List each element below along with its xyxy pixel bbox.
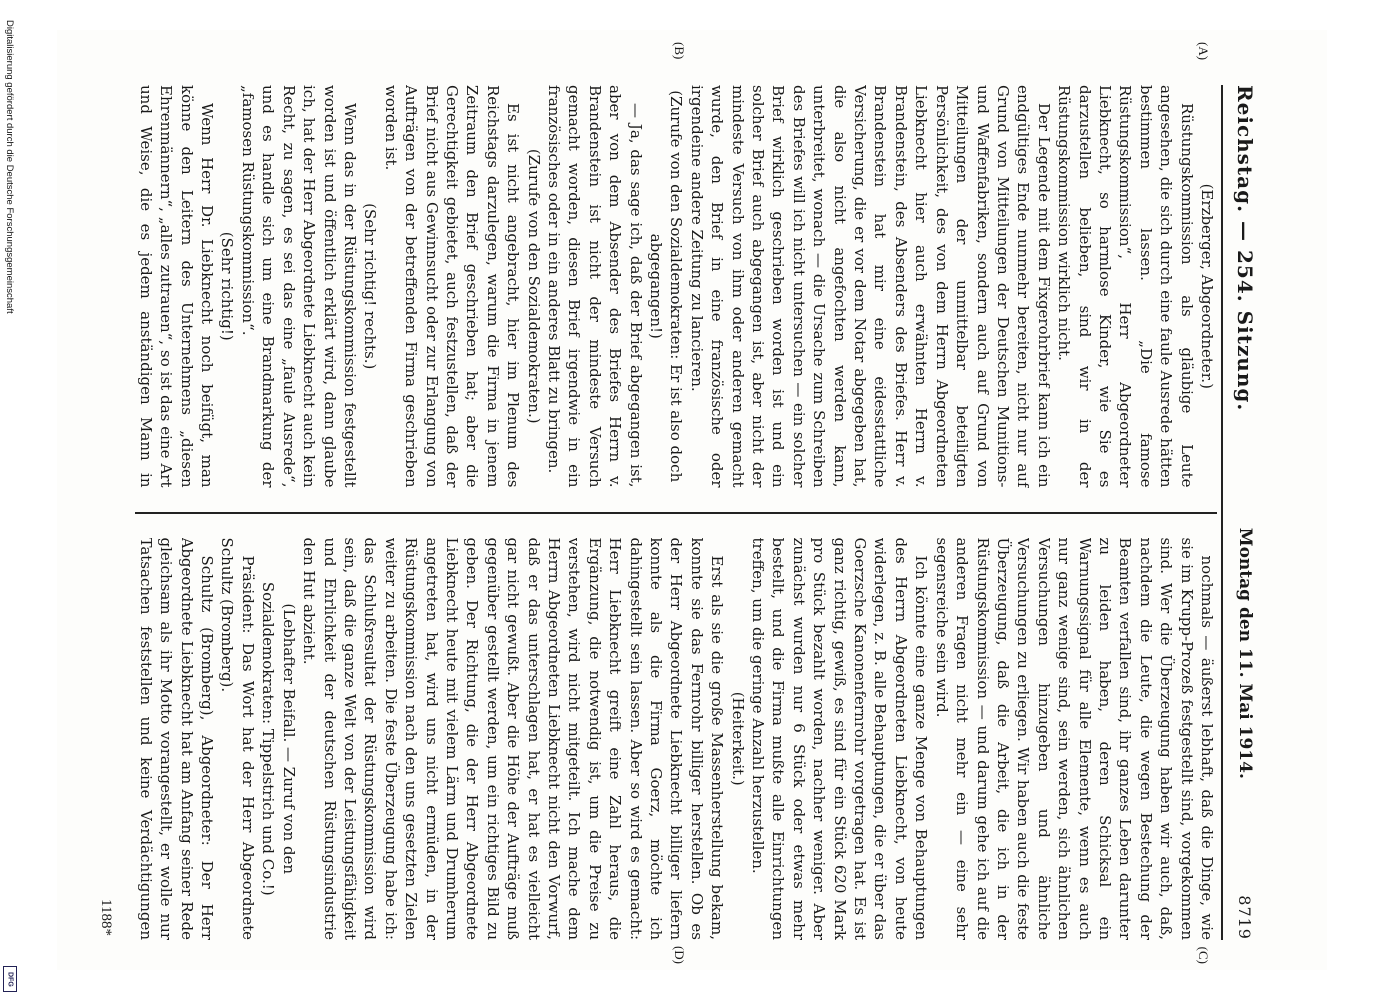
margin-marker-a: (A) <box>1195 42 1211 61</box>
header-left: Reichstag. — 254. Sitzung. <box>1232 85 1257 412</box>
page-header <box>1221 85 1267 940</box>
paragraph: Es ist nicht angebracht, hier im Plenum des Reichstags darzulegen, warum die Firma in jenem Zeitraum den Brief geschrieben hat; aber die Gerechtigkeit gebietet, auch festzustellen, daß der Brief nicht aus Gewinnsucht oder zur Erlangung von Aufträgen von der betreffenden Firma geschrieben worden ist. <box>381 85 522 488</box>
text-columns <box>135 85 1217 940</box>
column-divider <box>135 512 1217 514</box>
paragraph: Rüstungskommission als gläubige Leute angesehen, die sich durch eine faule Ausrede hätten bestimmen lassen. „Die famose Rüstungskommission“, Herr Abgeordneter Liebknecht, so harmlose Kinder, wie Sie es darzustellen belieben, sind wir in der Rüstungskommission wirklich nicht. <box>1054 85 1196 488</box>
paragraph: Wenn das in der Rüstungskommission festgestellt worden ist und öffentlich erklärt wird, dann glaube ich, hat der Herr Abgeordnete Liebknecht auch kein Recht, zu sagen, es sei das eine „faule Ausrede“, und es handle sich um eine Brandmarkung der „famosen Rüstungskommission“. <box>238 85 359 488</box>
paragraph: (Lebhafter Beifall. — Zuruf von den Sozialdemokraten: Tippelstrich und Co.!) <box>258 581 298 896</box>
credit-text: Digitalisierung gefördert durch die Deutsche Forschungsgemeinschaft <box>4 20 15 314</box>
paragraph: Erst als sie die große Massenherstellung bekam, konnte sie das Fernrohr billiger herstellen. Ob es der Herr Abgeordnete Liebknecht billiger liefern konnte als die Firma Goerz, möchte ich dahingestellt sein lassen. Aber so wird es gemacht: Herr Liebknecht greift eine Zahl heraus, die Ergänzung, die notwendig ist, um die Preise zu verstehen, wird nicht mitgeteilt. Ich mache dem Herrn Abgeordneten Liebknecht nicht den Vorwurf, daß er das unterschlagen hat, er hat es vielleicht gar nicht gewußt. Aber die Höhe der Aufträge muß gegenüber gestellt werden, um ein richtiges Bild zu geben. Der Richtung, die der Herr Abgeordnete Liebknecht heute mit vielem Lärm und Drumherum angetreten hat, wird uns nicht ermüden, in der Rüstungskommission nach den uns gesetzten Zielen weiter zu arbeiten. Die feste Überzeugung habe ich: das Schlußresultat der Rüstungskommission wird sein, daß die ganze Welt von der Leistungsfähigkeit und Ehrlichkeit der deutschen Rüstungsindustrie den Hut abzieht. <box>299 537 726 940</box>
paragraph: Ich könnte eine ganze Menge von Behauptungen des Herrn Abgeordneten Liebknecht, von heute widerlegen, z. B. alle Behauptungen, die er über das Goerzsche Kanonenfernrohr vorgetragen hat. Es ist ganz richtig, gewiß, es sind für ein Stück 620 Mark pro Stück bezahlt worden, nachher weniger. Aber zunächst wurden nur 6 Stück oder etwas mehr bestellt, und die Firma mußte alle Einrichtungen treffen, um die geringe Anzahl herzustellen. <box>748 537 930 940</box>
margin-marker-c: (C) <box>1195 946 1211 964</box>
margin-marker-b: (B) <box>671 42 687 60</box>
paragraph: Schultz (Bromberg), Abgeordneter: Der Herr Abgeordnete Liebknecht hat am Anfang seiner Rede gleichsam als ihr Motto vorangestellt, er wolle nur Tatsachen feststellen und keine Verdächtigungen <box>136 537 216 940</box>
paragraph: (Zurufe von den Sozialdemokraten: Er ist also doch abgegangen!) <box>646 90 685 483</box>
rotated-document <box>57 30 1327 970</box>
margin-marker-d: (D) <box>671 945 687 964</box>
paragraph: — Ja, das sage ich, daß der Brief abgegangen ist, aber von dem Absender des Briefes Herrn v. Brandenstein ist nicht der mindeste Versuch gemacht worden, diesen Brief irgendwie in ein französisches oder in ein anderes Blatt zu bringen. <box>544 85 645 488</box>
digitization-credit <box>1 20 17 1000</box>
paragraph: (Zurufe von den Sozialdemokraten.) <box>524 148 543 424</box>
paragraph: nochmals — äußerst lebhaft, daß die Dinge, wie sie im Krupp-Prozeß festgestellt sind, vorgekommen sind. Wer die Überzeugung haben wir auch, daß, nachdem die Leute, die wegen Bestechung der Beamten verfallen sind, ihr ganzes Leben darunter zu leiden haben, deren Schicksal ein Warnungssignal für alle Elemente, wenn es auch nur ganz wenige sind, sein werden, sich ähnlichen Versuchungen hinzugeben und ähnliche Versuchungen zu erliegen. Wir haben auch die feste Überzeugung, daß die Arbeit, die ich in der Rüstungskommission — und darum gehe ich auf die anderen Fragen nicht mehr ein — eine sehr segensreiche sein wird. <box>932 537 1216 940</box>
header-page-number: 8719 <box>1235 895 1254 940</box>
header-right: Montag den 11. Mai 1914. <box>1234 527 1255 779</box>
paragraph: (Sehr richtig! rechts.) <box>360 203 379 370</box>
paragraph: (Heiterkeit.) <box>728 691 747 786</box>
column-right <box>135 538 1217 941</box>
dfg-logo: DFG <box>3 966 17 992</box>
paragraph: Präsident: Das Wort hat der Herr Abgeordnete Schultz (Bromberg). <box>218 537 257 940</box>
paragraph: (Erzberger, Abgeordneter.) <box>1197 183 1216 389</box>
signature-mark: 1188* <box>97 899 114 936</box>
paragraph: Wenn Herr Dr. Liebknecht noch beifügt, man könne den Leitern des Unternehmens „diesen Ehrenmännern“, „alles zutrauen“, so ist das eine Art und Weise, die es jedem anständigen Mann in <box>136 85 216 488</box>
paragraph: Der Legende mit dem Fixgerohrbrief kann ich ein endgültiges Ende nunmehr bereiten, nicht nur auf Grund von Mitteilungen der Deutschen Munitions- und Waffenfabriken, sondern auch auf Grund von Mitteilungen der unmittelbar beteiligten Persönlichkeit, des von dem Herrn Abgeordneten Liebknecht hier auch erwähnten Herrn v. Brandenstein, des Absenders des Briefes. Herr v. Brandenstein hat mir eine eidesstattliche Versicherung, die er vor dem Notar abgegeben hat, die also nicht angefochten werden kann, unterbreitet, wonach — die Ursache zum Schreiben des Briefes will ich nicht untersuchen — ein solcher Brief wirklich geschrieben worden ist und ein solcher Brief auch abgegangen ist, aber nicht der mindeste Versuch von ihm oder anderen gemacht wurde, den Brief in eine französische oder irgendeine andere Zeitung zu lancieren. <box>687 85 1053 488</box>
paragraph: (Sehr richtig!) <box>218 231 236 341</box>
column-left <box>135 85 1217 488</box>
